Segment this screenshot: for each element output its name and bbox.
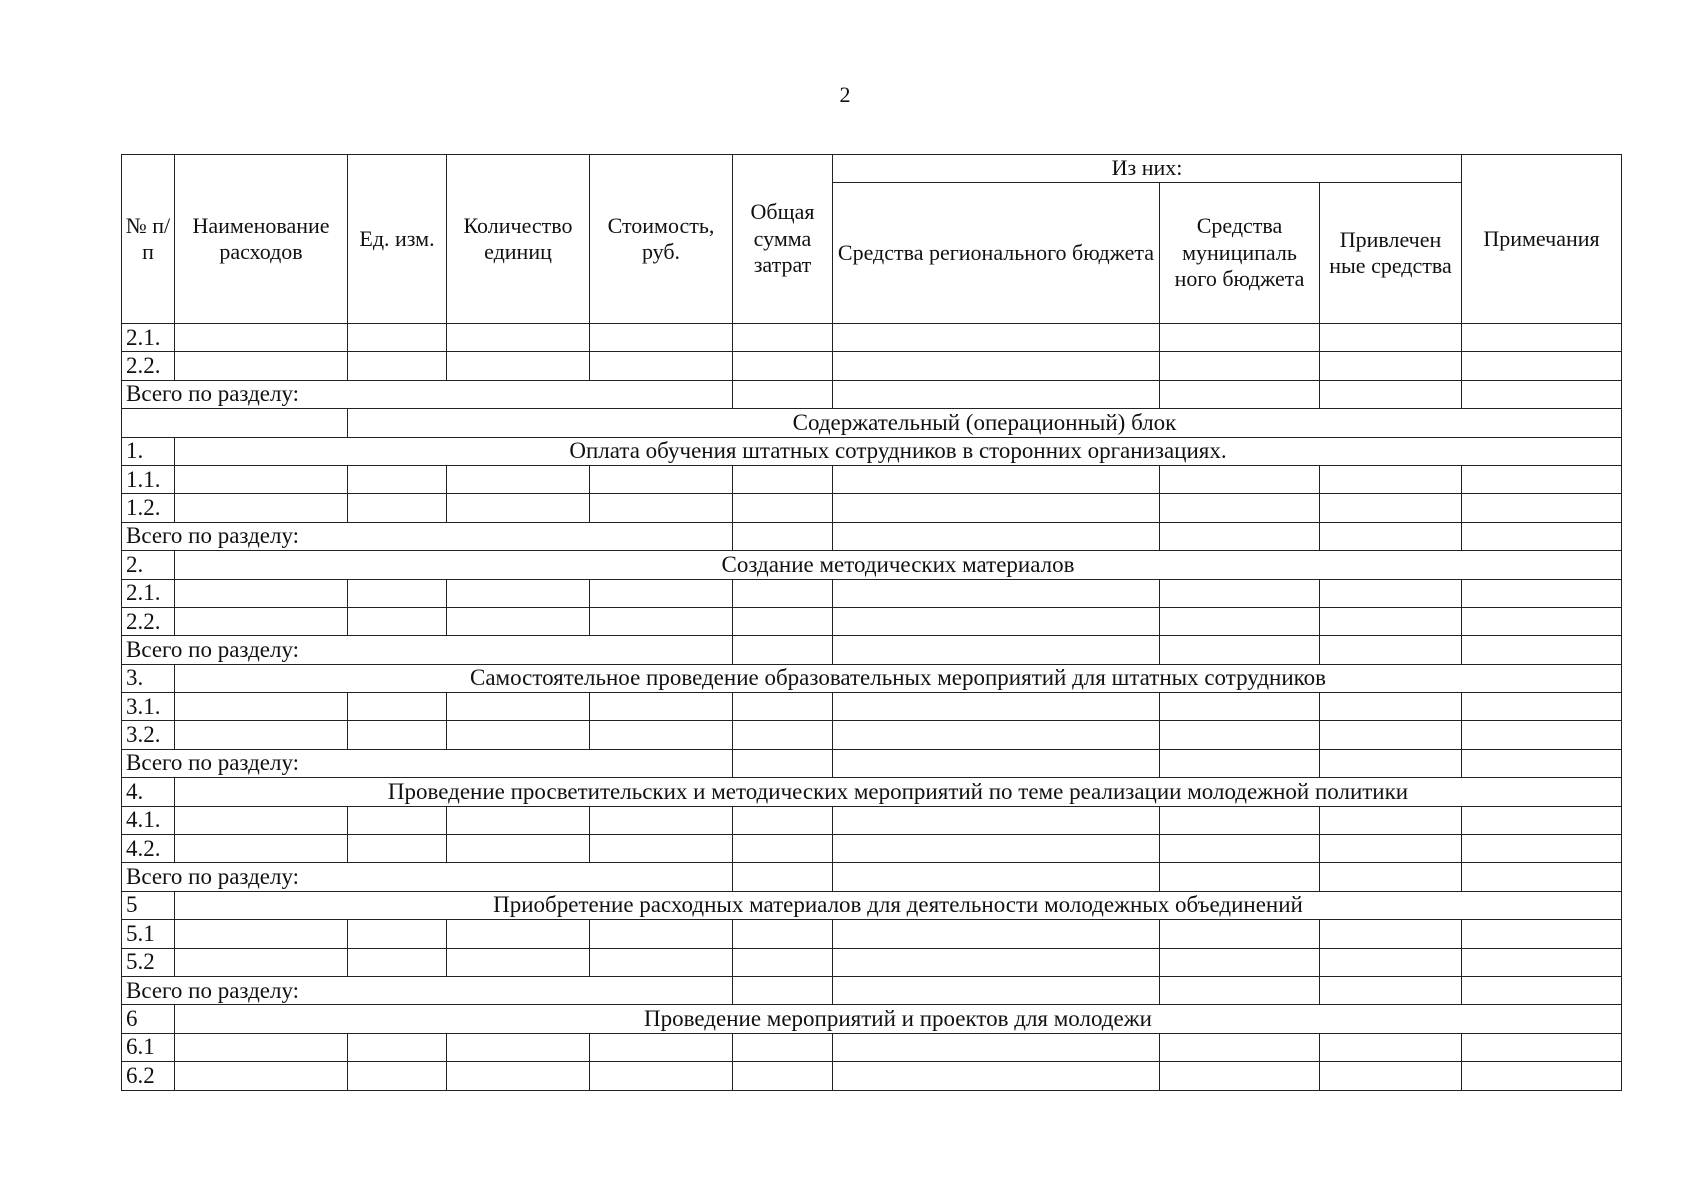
cell xyxy=(590,494,733,522)
cell xyxy=(1160,920,1320,948)
cell xyxy=(175,948,348,976)
section-title: Самостоятельное проведение образовательных мероприятий для штатных сотрудников xyxy=(175,664,1622,692)
cell xyxy=(833,636,1160,664)
cell xyxy=(590,1062,733,1090)
cell xyxy=(1462,380,1622,408)
cell xyxy=(1462,976,1622,1004)
cell xyxy=(733,636,833,664)
cell xyxy=(1320,948,1462,976)
table-row xyxy=(122,607,1622,635)
cell xyxy=(348,806,447,834)
cell xyxy=(1160,380,1320,408)
cell xyxy=(1462,494,1622,522)
cell xyxy=(1462,806,1622,834)
cell xyxy=(1462,1033,1622,1061)
cell xyxy=(833,948,1160,976)
cell xyxy=(175,494,348,522)
total-row xyxy=(122,863,1622,891)
cell xyxy=(447,607,590,635)
cell xyxy=(1462,636,1622,664)
cell xyxy=(348,607,447,635)
section-number: 5 xyxy=(122,891,175,919)
cell xyxy=(1462,522,1622,550)
header-cost: Стоимость, руб. xyxy=(590,155,733,324)
cell xyxy=(733,1062,833,1090)
section-number: 2. xyxy=(122,551,175,579)
table-row xyxy=(122,693,1622,721)
header-num: № п/п xyxy=(122,155,175,324)
cell xyxy=(590,721,733,749)
cell xyxy=(1320,721,1462,749)
table-row xyxy=(122,835,1622,863)
cell xyxy=(1320,636,1462,664)
cell xyxy=(1320,324,1462,352)
cell xyxy=(590,948,733,976)
row-number: 4.1. xyxy=(122,806,175,834)
cell xyxy=(1462,863,1622,891)
cell xyxy=(833,579,1160,607)
row-number: 1.1. xyxy=(122,465,175,493)
cell xyxy=(833,380,1160,408)
cell xyxy=(590,835,733,863)
cell xyxy=(348,948,447,976)
cell xyxy=(733,522,833,550)
cell xyxy=(447,465,590,493)
cell xyxy=(1160,465,1320,493)
row-number: 3.2. xyxy=(122,721,175,749)
section-row xyxy=(122,437,1622,465)
cell xyxy=(348,1062,447,1090)
cell xyxy=(1320,607,1462,635)
cell xyxy=(1320,380,1462,408)
cell xyxy=(733,494,833,522)
cell xyxy=(348,465,447,493)
cell xyxy=(1160,1062,1320,1090)
cell xyxy=(447,835,590,863)
cell xyxy=(348,352,447,380)
total-label: Всего по разделу: xyxy=(122,636,733,664)
cell xyxy=(1462,693,1622,721)
header-municipal: Средства муниципаль ного бюджета xyxy=(1160,183,1320,324)
cell xyxy=(1320,352,1462,380)
cell xyxy=(348,579,447,607)
cell xyxy=(833,465,1160,493)
cell xyxy=(733,976,833,1004)
total-row xyxy=(122,522,1622,550)
cell xyxy=(590,693,733,721)
cell xyxy=(1462,324,1622,352)
header-row xyxy=(122,155,1622,183)
section-title: Приобретение расходных материалов для деятельности молодежных объединений xyxy=(175,891,1622,919)
cell xyxy=(833,607,1160,635)
row-number: 6.2 xyxy=(122,1062,175,1090)
cell xyxy=(175,806,348,834)
cell xyxy=(348,721,447,749)
cell xyxy=(447,693,590,721)
cell xyxy=(447,948,590,976)
row-number: 5.1 xyxy=(122,920,175,948)
header-total: Общая сумма затрат xyxy=(733,155,833,324)
section-title: Проведение мероприятий и проектов для молодежи xyxy=(175,1005,1622,1033)
cell xyxy=(1160,607,1320,635)
cell xyxy=(1320,863,1462,891)
section-title: Создание методических материалов xyxy=(175,551,1622,579)
table-row xyxy=(122,1062,1622,1090)
cell xyxy=(1320,1062,1462,1090)
cell xyxy=(1160,721,1320,749)
cell xyxy=(1160,749,1320,777)
cell xyxy=(733,380,833,408)
row-number: 2.2. xyxy=(122,607,175,635)
cell xyxy=(1462,465,1622,493)
cell xyxy=(733,693,833,721)
cell xyxy=(1462,920,1622,948)
cell xyxy=(1462,352,1622,380)
cell xyxy=(833,976,1160,1004)
cell xyxy=(733,863,833,891)
header-name: Наименование расходов xyxy=(175,155,348,324)
cell xyxy=(833,324,1160,352)
section-row xyxy=(122,778,1622,806)
cell xyxy=(833,806,1160,834)
total-label: Всего по разделу: xyxy=(122,522,733,550)
cell xyxy=(833,693,1160,721)
cell xyxy=(833,721,1160,749)
total-label: Всего по разделу: xyxy=(122,749,733,777)
cell xyxy=(1160,976,1320,1004)
total-label: Всего по разделу: xyxy=(122,863,733,891)
section-row xyxy=(122,551,1622,579)
cell xyxy=(348,835,447,863)
cell xyxy=(1320,920,1462,948)
cell xyxy=(1160,863,1320,891)
cell xyxy=(590,920,733,948)
cell xyxy=(1160,1033,1320,1061)
cell xyxy=(590,607,733,635)
total-row xyxy=(122,976,1622,1004)
cell xyxy=(175,465,348,493)
total-label: Всего по разделу: xyxy=(122,380,733,408)
total-row xyxy=(122,749,1622,777)
cell xyxy=(833,920,1160,948)
total-row xyxy=(122,380,1622,408)
cell xyxy=(1320,579,1462,607)
section-number: 1. xyxy=(122,437,175,465)
cell xyxy=(590,1033,733,1061)
cell xyxy=(1320,749,1462,777)
cell xyxy=(1320,976,1462,1004)
cell xyxy=(447,1062,590,1090)
cell xyxy=(1320,806,1462,834)
cell xyxy=(1160,636,1320,664)
row-number: 5.2 xyxy=(122,948,175,976)
cell xyxy=(833,494,1160,522)
section-number: 6 xyxy=(122,1005,175,1033)
cell xyxy=(348,494,447,522)
cell xyxy=(733,465,833,493)
cell xyxy=(733,806,833,834)
cell xyxy=(1160,948,1320,976)
cell xyxy=(1462,948,1622,976)
cell xyxy=(175,835,348,863)
cell xyxy=(175,693,348,721)
cell xyxy=(833,1062,1160,1090)
cell xyxy=(175,920,348,948)
row-number: 3.1. xyxy=(122,693,175,721)
cell xyxy=(590,806,733,834)
cell xyxy=(175,352,348,380)
cell xyxy=(348,1033,447,1061)
cell xyxy=(122,409,348,437)
cell xyxy=(590,579,733,607)
cell xyxy=(1320,693,1462,721)
cell xyxy=(733,835,833,863)
cell xyxy=(733,324,833,352)
cell xyxy=(733,579,833,607)
page-number: 2 xyxy=(839,82,851,107)
cell xyxy=(447,494,590,522)
table-row xyxy=(122,324,1622,352)
cell xyxy=(175,721,348,749)
cell xyxy=(733,607,833,635)
header-regional: Средства регионального бюджета xyxy=(833,183,1160,324)
cell xyxy=(1462,1062,1622,1090)
row-number: 2.1. xyxy=(122,324,175,352)
cell xyxy=(1320,522,1462,550)
table-row xyxy=(122,579,1622,607)
cell xyxy=(833,352,1160,380)
cell xyxy=(1160,806,1320,834)
table-row xyxy=(122,806,1622,834)
cell xyxy=(447,324,590,352)
total-label: Всего по разделу: xyxy=(122,976,733,1004)
cell xyxy=(733,352,833,380)
section-row xyxy=(122,664,1622,692)
row-number: 2.2. xyxy=(122,352,175,380)
cell xyxy=(1160,835,1320,863)
section-title: Оплата обучения штатных сотрудников в сторонних организациях. xyxy=(175,437,1622,465)
header-notes: Примечания xyxy=(1462,155,1622,324)
cell xyxy=(833,863,1160,891)
cell xyxy=(733,721,833,749)
section-row xyxy=(122,1005,1622,1033)
row-number: 4.2. xyxy=(122,835,175,863)
cell xyxy=(590,324,733,352)
section-number: 4. xyxy=(122,778,175,806)
cell xyxy=(1320,1033,1462,1061)
cell xyxy=(447,579,590,607)
table-row xyxy=(122,948,1622,976)
cell xyxy=(590,352,733,380)
cell xyxy=(1160,352,1320,380)
cell xyxy=(733,920,833,948)
cell xyxy=(1160,693,1320,721)
cell xyxy=(348,920,447,948)
cell xyxy=(447,721,590,749)
row-number: 2.1. xyxy=(122,579,175,607)
cell xyxy=(590,465,733,493)
row-number: 1.2. xyxy=(122,494,175,522)
cell xyxy=(348,693,447,721)
cell xyxy=(1320,835,1462,863)
block-title-row xyxy=(122,409,1622,437)
cell xyxy=(1462,579,1622,607)
cell xyxy=(833,749,1160,777)
table-row xyxy=(122,920,1622,948)
table-row xyxy=(122,1033,1622,1061)
cell xyxy=(1462,835,1622,863)
cell xyxy=(1320,494,1462,522)
cell xyxy=(1320,465,1462,493)
cell xyxy=(1160,522,1320,550)
cell xyxy=(1462,721,1622,749)
cell xyxy=(1462,749,1622,777)
cell xyxy=(447,806,590,834)
header-attracted: Привлечен ные средства xyxy=(1320,183,1462,324)
cell xyxy=(175,579,348,607)
table-row xyxy=(122,465,1622,493)
section-row xyxy=(122,891,1622,919)
table-row xyxy=(122,721,1622,749)
section-title: Проведение просветительских и методических мероприятий по теме реализации молодежной политики xyxy=(175,778,1622,806)
block-title: Содержательный (операционный) блок xyxy=(348,409,1622,437)
cell xyxy=(733,749,833,777)
cell xyxy=(733,1033,833,1061)
table-row xyxy=(122,494,1622,522)
cell xyxy=(175,1033,348,1061)
cell xyxy=(447,1033,590,1061)
cell xyxy=(733,948,833,976)
cell xyxy=(175,607,348,635)
cell xyxy=(1462,607,1622,635)
table-row xyxy=(122,352,1622,380)
cell xyxy=(447,352,590,380)
budget-table xyxy=(121,154,1622,1091)
cell xyxy=(833,835,1160,863)
header-quantity: Количество единиц xyxy=(447,155,590,324)
cell xyxy=(1160,324,1320,352)
cell xyxy=(1160,579,1320,607)
cell xyxy=(175,1062,348,1090)
cell xyxy=(833,1033,1160,1061)
cell xyxy=(348,324,447,352)
header-unit: Ед. изм. xyxy=(348,155,447,324)
section-number: 3. xyxy=(122,664,175,692)
total-row xyxy=(122,636,1622,664)
header-of-them: Из них: xyxy=(833,155,1462,183)
cell xyxy=(447,920,590,948)
cell xyxy=(1160,494,1320,522)
cell xyxy=(833,522,1160,550)
cell xyxy=(175,324,348,352)
row-number: 6.1 xyxy=(122,1033,175,1061)
